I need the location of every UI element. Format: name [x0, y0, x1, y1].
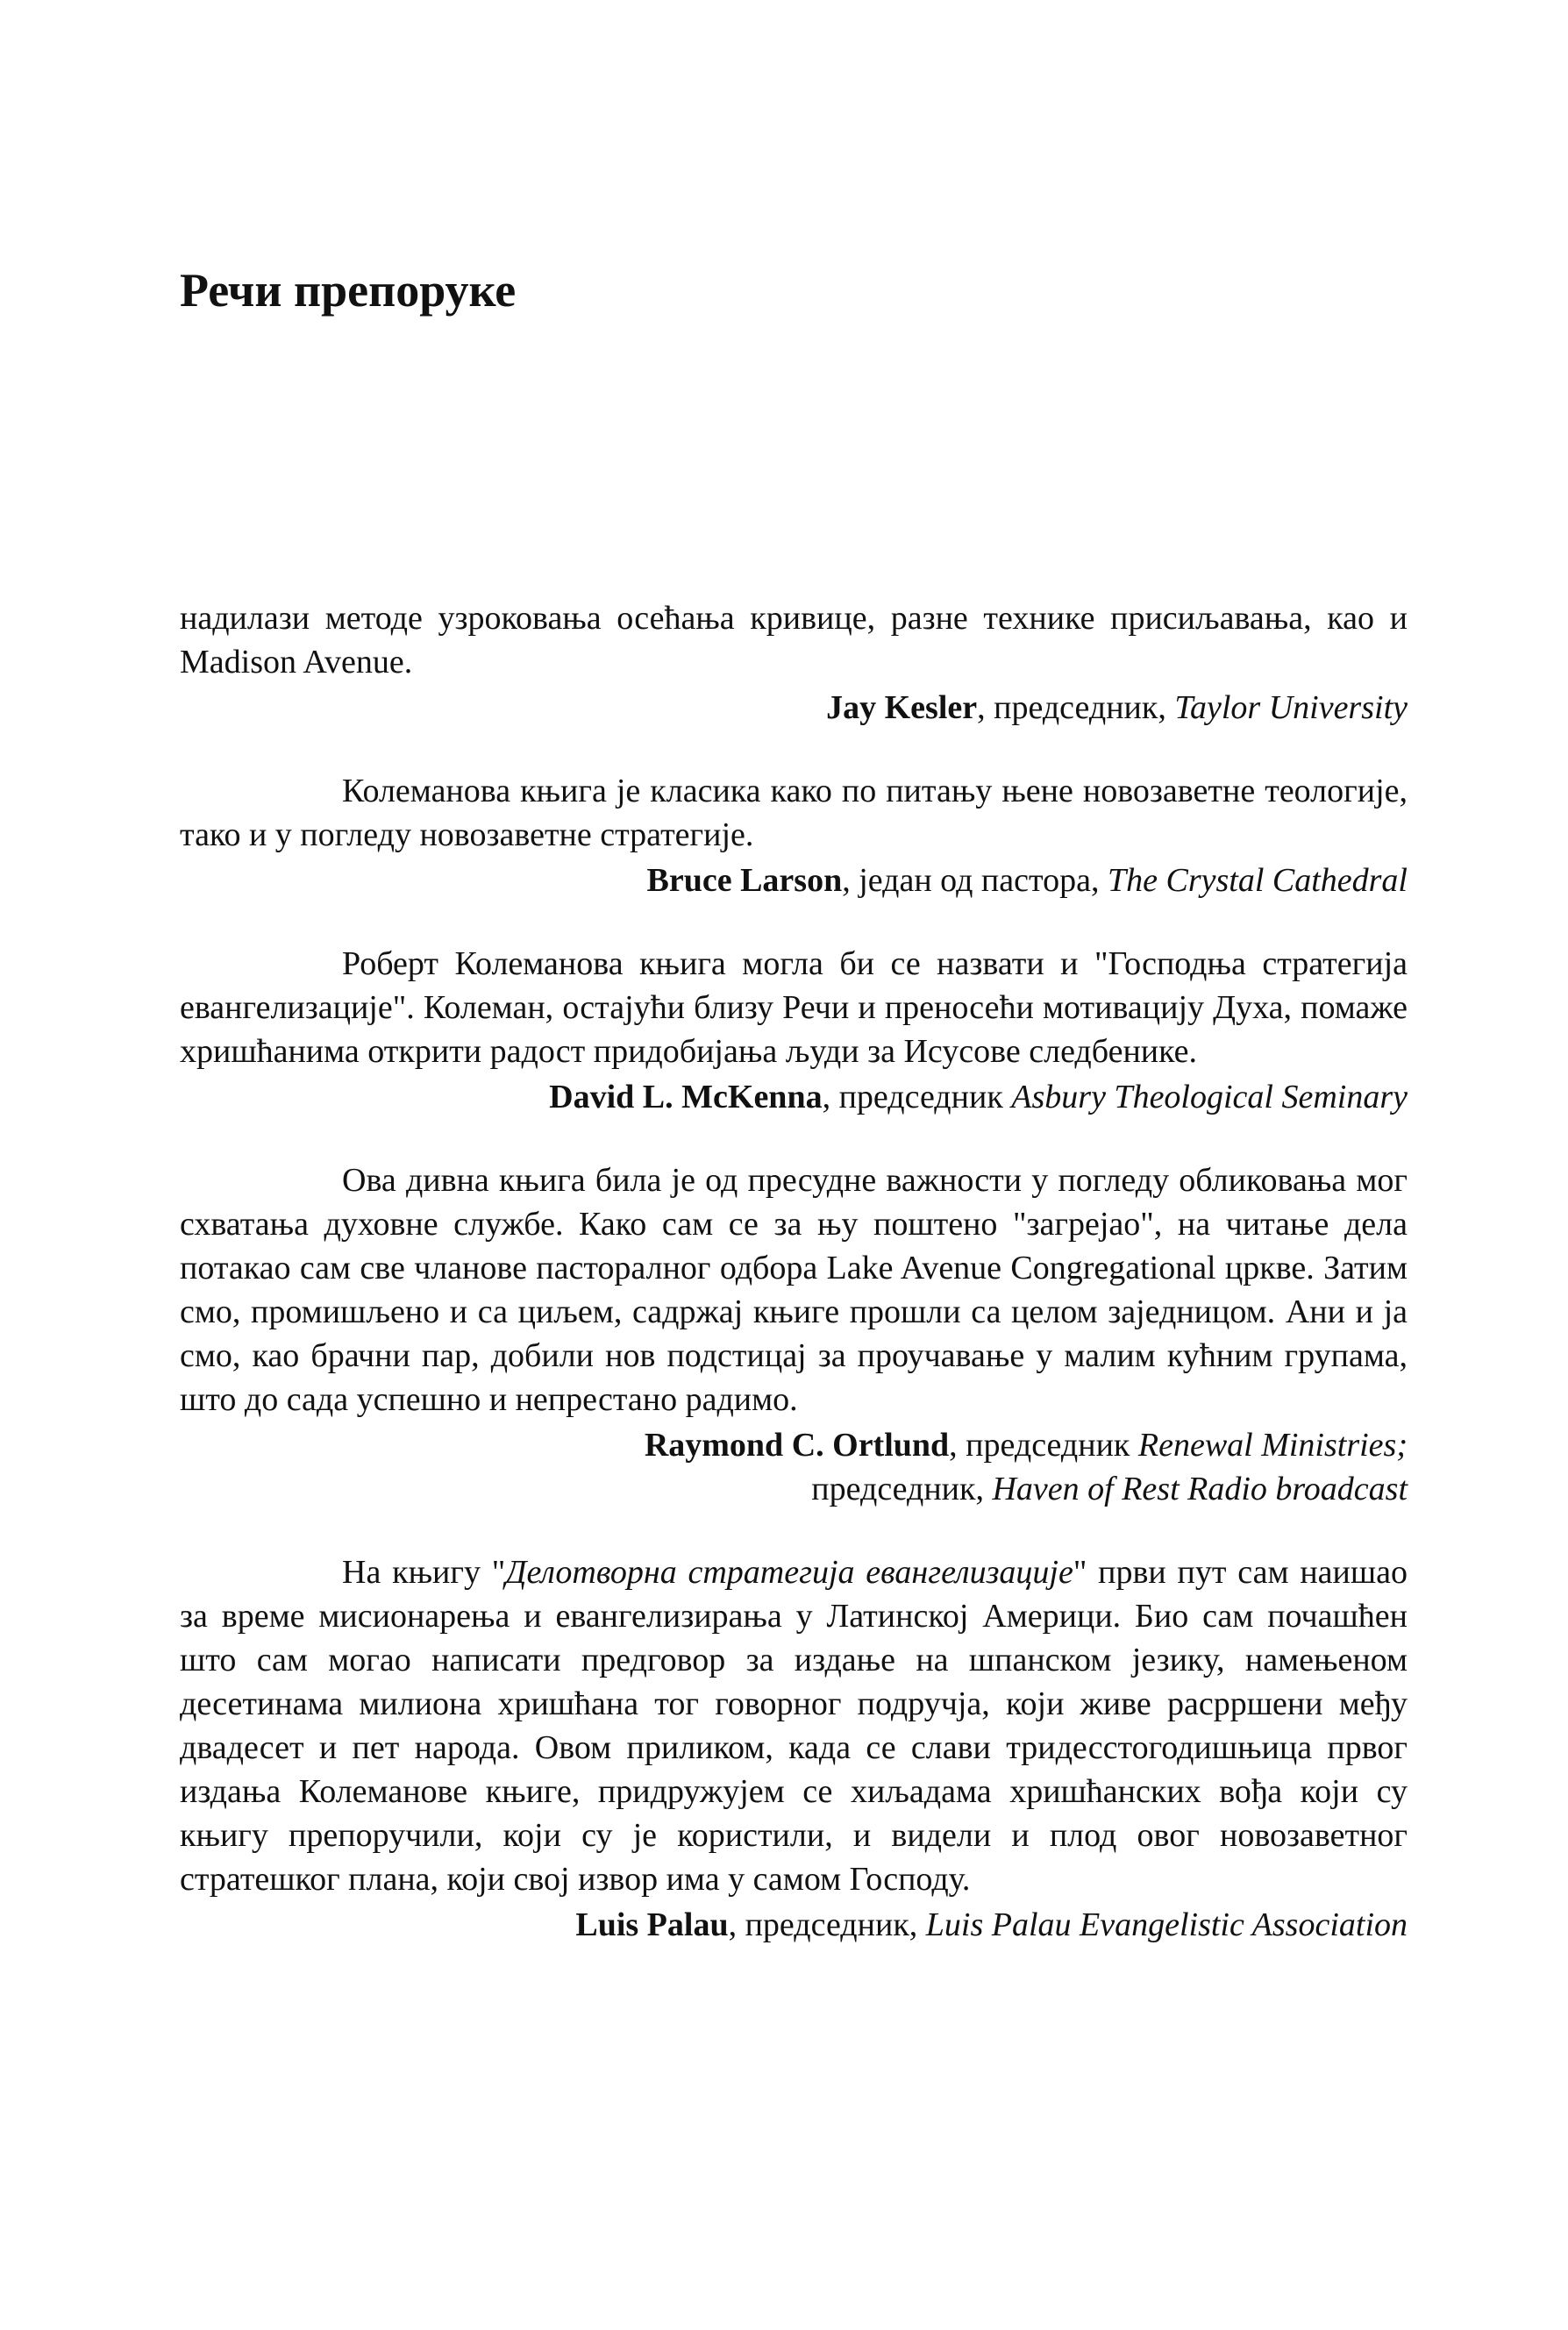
author-organization: Taylor University: [1174, 689, 1408, 726]
author-role: , председник,: [728, 1906, 926, 1943]
author-role: , један од пастора,: [842, 862, 1108, 899]
testimonial-attribution: [180, 1903, 1408, 1947]
testimonial-text: надилази методе узроковања осећања кривице, разне технике присиљавања, као и Madison Avenue.: [180, 600, 1408, 680]
testimonial-attribution: [180, 859, 1408, 902]
testimonials-column: [180, 596, 1408, 1947]
author-name: David L. McKenna: [549, 1079, 823, 1115]
testimonial-attribution: [180, 1423, 1408, 1467]
author-organization: Renewal Ministries;: [1137, 1427, 1408, 1464]
testimonial-text: Колеманова књига је класика како по питању њене новозаветне теологије, тако и у погледу новозаветне стратегије.: [180, 773, 1408, 853]
text-before: На књигу ": [342, 1554, 506, 1591]
testimonial-attribution-line2: [180, 1467, 1408, 1511]
author-name: Bruce Larson: [646, 862, 843, 899]
text-after: " први пут сам наишао за време мисионарења и евангелизирања у Латинској Америци. Био сам почашћен што сам могао написати предговор за издање на шпанском језику, намењеном десетинама милиона хришћана тог говорног подручја, који живе расpршени међу двадесет и пет народа. Овом приликом, када се слави тридесстогодишњица првог издања Колеманове књиге, придружујем се хиљадама хришћанских вођа који су књигу препоручили, који су је користили, и видели и плод овог новозаветног стратешког плана, који свој извор има у самом Господу.: [180, 1554, 1408, 1898]
page-title: Речи препоруке: [180, 264, 517, 317]
author-role: , председник: [949, 1427, 1138, 1464]
author-organization-2: Haven of Rest Radio broadcast: [992, 1471, 1408, 1507]
author-organization: Luis Palau Evangelistic Association: [925, 1906, 1408, 1943]
author-organization: The Crystal Cathedral: [1107, 862, 1408, 899]
testimonial-attribution: [180, 1075, 1408, 1119]
author-role: , председник,: [977, 689, 1175, 726]
testimonial-text: Роберт Колеманова књига могла би се назвати и "Господња стратегија евангелизације". Колеман, остајући близу Речи и преносећи мотивацију Духа, помаже хришћанима открити радост придобијања људи за Исусове следбенике.: [180, 945, 1408, 1070]
book-title: Делотворна стратегија евангелизације: [505, 1554, 1073, 1591]
author-name: Luis Palau: [575, 1906, 729, 1943]
testimonial-attribution: [180, 686, 1408, 730]
testimonial-text: [180, 1550, 1408, 1901]
author-name: Jay Kesler: [826, 689, 978, 726]
author-role-2: председник,: [811, 1471, 993, 1507]
author-organization: Asbury Theological Seminary: [1011, 1079, 1408, 1115]
testimonial-text: Ова дивна књига била је од пресудне важности у погледу обликовања мог схватања духовне службе. Како сам се за њу поштено "загрејао", на читање дела потакао сам све чланове пасторалног одбора Lake Avenue Congregational цркве. Затим смо, промишљено и са циљем, садржај књиге прошли са целом заједницом. Ани и ја смо, као брачни пар, добили нов подстицај за проучавање у малим кућним групама, што до сада успешно и непрестано радимо.: [180, 1162, 1408, 1418]
author-role: , председник: [822, 1079, 1012, 1115]
author-name: Raymond C. Ortlund: [644, 1427, 950, 1464]
